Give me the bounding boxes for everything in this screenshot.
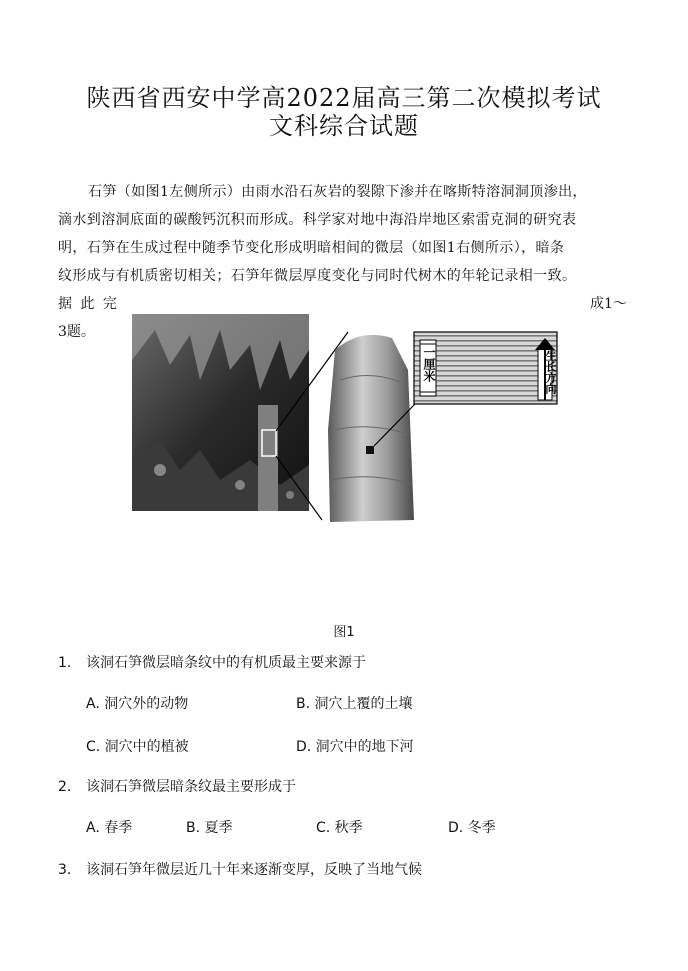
question-3 (58, 859, 422, 879)
passage-line-4: 纹形成与有机质密切相关；石笋年微层厚度变化与同时代树木的年轮记录相一致。 (58, 268, 577, 284)
q1-option-d[interactable]: D. 洞穴中的地下河 (296, 739, 414, 755)
passage-tail-right: 成1～ (590, 296, 627, 312)
figure-1-stalagmite-photos (130, 310, 560, 525)
question-number: 1. (58, 655, 72, 671)
q2-option-c[interactable]: C. 秋季 (316, 820, 363, 836)
stalagmite-column (328, 335, 414, 522)
question-text: 该洞石笋年微层近几十年来逐渐变厚，反映了当地气候 (86, 862, 422, 878)
question-text: 该洞石笋微层暗条纹最主要形成于 (86, 779, 296, 795)
exam-subtitle: 文科综合试题 (269, 112, 419, 140)
question-number: 2. (58, 779, 72, 795)
q1-option-b[interactable]: B. 洞穴上覆的土壤 (296, 696, 413, 712)
figure-caption: 图1 (333, 625, 355, 640)
passage-tail-left: 据 此 完 (58, 296, 119, 312)
question-text: 该洞石笋微层暗条纹中的有机质最主要来源于 (86, 655, 366, 671)
q2-option-d[interactable]: D. 冬季 (448, 820, 496, 836)
q2-option-a[interactable]: A. 春季 (86, 820, 133, 836)
passage-line-3: 明，石笋在生成过程中随季节变化形成明暗相间的微层（如图1右侧所示），暗条 (58, 240, 565, 256)
passage-tail-next: 3题。 (58, 324, 95, 340)
question-1 (58, 652, 366, 672)
q1-option-a[interactable]: A. 洞穴外的动物 (86, 696, 189, 712)
passage-line-1: 石笋（如图1左侧所示）由雨水沿石灰岩的裂隙下渗并在喀斯特溶洞洞顶渗出， (88, 184, 587, 200)
passage-line-2: 滴水到溶洞底面的碳酸钙沉积而形成。科学家对地中海沿岸地区索雷克洞的研究表 (58, 212, 577, 228)
q1-option-c[interactable]: C. 洞穴中的植被 (86, 739, 189, 755)
inset-scale-label: 一厘米 (422, 346, 436, 382)
question-2 (58, 776, 296, 796)
cave-photo (132, 314, 309, 511)
question-number: 3. (58, 862, 72, 878)
inset-direction-label: 生长方向 (544, 350, 557, 394)
q2-option-b[interactable]: B. 夏季 (186, 820, 233, 836)
exam-title: 陕西省西安中学高2022届高三第二次模拟考试 (86, 84, 602, 112)
